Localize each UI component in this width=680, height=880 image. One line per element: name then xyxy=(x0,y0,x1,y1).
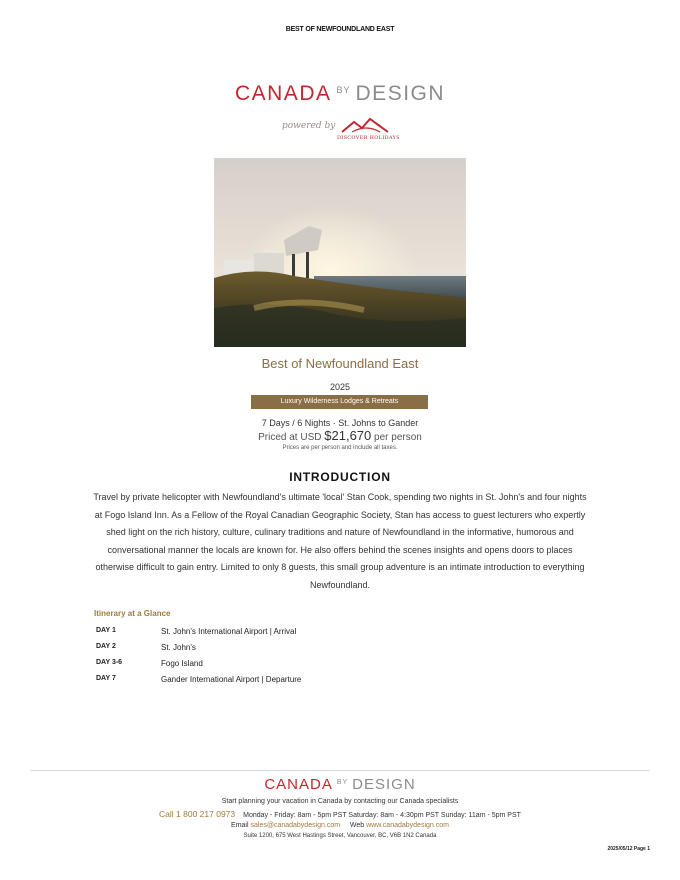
trip-category-badge: Luxury Wilderness Lodges & Retreats xyxy=(251,395,428,409)
footer-logo-by: BY xyxy=(336,779,349,786)
footer-logo-design: DESIGN xyxy=(352,776,416,793)
document-header-title: BEST OF NEWFOUNDLAND EAST xyxy=(285,26,395,33)
logo-word-by: BY xyxy=(336,85,351,95)
footer-email-label: Email xyxy=(231,822,249,829)
footer-web-label: Web xyxy=(349,822,365,829)
logo-word-canada: CANADA xyxy=(234,82,332,105)
footer-contact-line xyxy=(0,809,680,819)
price-amount: $21,670 xyxy=(324,428,372,443)
itinerary-description: St. John's International Airport | Arrival xyxy=(161,627,297,636)
footer-logo xyxy=(0,776,680,793)
trip-price-line xyxy=(0,428,680,443)
introduction-body: Travel by private helicopter with Newfoundland's ultimate 'local' Stan Cook, spending two nights in St. John's and four nights at Fogo Island Inn. As a Fellow of the Royal Canadian Geographic Society, Stan has access to guest lecturers who expertly shed light on the rich history, culture, culinary traditions and nature of Newfoundland in the informative, humorous and conversational manner the locals are known for. He also offers behind the scenes insights and opens doors to places otherwise difficult to gain entry. Limited to only 8 guests, this small group adventure is an intimate introduction to everything Newfoundland. xyxy=(93,492,587,590)
footer-phone-link[interactable]: Call 1 800 217 0973 xyxy=(159,809,236,819)
itinerary-description: St. John's xyxy=(161,643,196,652)
trip-year: 2025 xyxy=(329,382,351,392)
price-prefix: Priced at USD xyxy=(258,432,322,443)
page-number: 2025/05/12 Page 1 xyxy=(607,846,650,852)
itinerary-description: Fogo Island xyxy=(161,659,203,668)
footer-tagline: Start planning your vacation in Canada by contacting our Canada specialists xyxy=(221,798,459,805)
footer-email-link[interactable]: sales@canadabydesign.com xyxy=(250,822,341,829)
powered-by-brand: DISCOVER HOLIDAYS xyxy=(337,135,400,141)
itinerary-day: DAY 7 xyxy=(96,675,116,682)
hero-photo xyxy=(214,158,466,347)
footer-web-link[interactable]: www.canadabydesign.com xyxy=(366,822,449,829)
footer-links-line xyxy=(0,822,680,829)
itinerary-description: Gander International Airport | Departure xyxy=(161,675,302,684)
price-suffix: per person xyxy=(374,432,422,443)
itinerary-day: DAY 1 xyxy=(96,627,116,634)
powered-by-logo xyxy=(282,116,402,144)
powered-by-text: powered by xyxy=(282,121,336,131)
canada-by-design-logo xyxy=(0,82,680,106)
trip-duration-route: 7 Days / 6 Nights · St. Johns to Gander xyxy=(261,418,419,428)
discover-holidays-mark-icon xyxy=(340,116,392,136)
footer-logo-canada: CANADA xyxy=(264,776,333,793)
footer-divider xyxy=(30,770,650,771)
itinerary-day: DAY 2 xyxy=(96,643,116,650)
footer-hours: Monday - Friday: 8am - 5pm PST Saturday: 8am - 4:30pm PST Sunday: 11am - 5pm PST xyxy=(243,812,521,819)
footer-address: Suite 1200, 675 West Hastings Street, Vancouver, BC, V6B 1N2 Canada xyxy=(243,833,437,839)
itinerary-day: DAY 3-6 xyxy=(96,659,123,666)
price-note: Prices are per person and include all taxes. xyxy=(282,445,398,451)
itinerary-heading: Itinerary at a Glance xyxy=(94,609,171,618)
introduction-heading: INTRODUCTION xyxy=(289,470,391,484)
trip-title: Best of Newfoundland East xyxy=(261,356,419,371)
logo-word-design: DESIGN xyxy=(355,82,446,105)
